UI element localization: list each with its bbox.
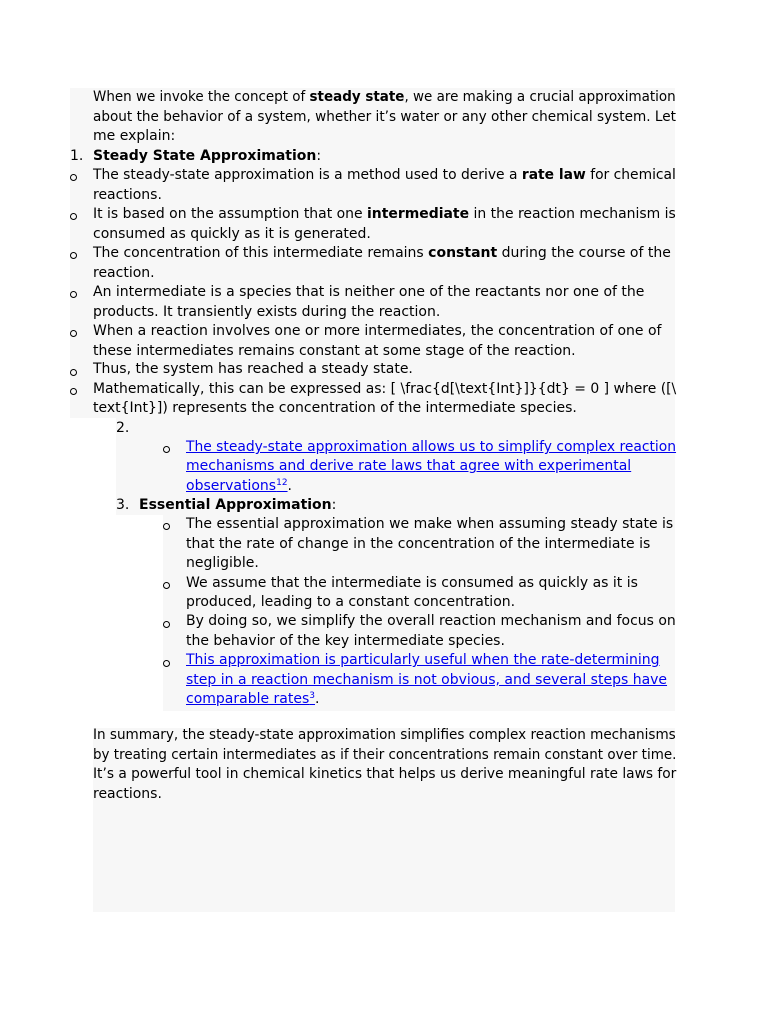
- s1-bullet-7-line-1: Mathematically, this can be expressed as: [ \frac{d[\text{Int}]}{dt} = 0 ] where ([\: [93, 380, 677, 397]
- steady-state-approximation-link[interactable]: mechanisms and derive rate laws that agree with experimental: [186, 458, 632, 474]
- bullet-text: The concentration of this intermediate remains: [93, 245, 429, 261]
- s3-bullet-2-line-1: We assume that the intermediate is consumed as quickly as it is: [186, 574, 638, 591]
- s1-bullet-6-line-1: Thus, the system has reached a steady state.: [93, 361, 413, 377]
- bullet-text: It is based on the assumption that one: [93, 206, 368, 222]
- s1-bullet-4-line-2: products. It transiently exists during the reaction.: [93, 303, 441, 320]
- s2-link-line-3: [186, 477, 292, 497]
- s1-bullet-3-line-1: [93, 244, 671, 264]
- summary-line-4: reactions.: [93, 785, 162, 802]
- list-number-2: 2.: [116, 419, 130, 436]
- s1-bullet-7-line-2: text{Int}]) represents the concentration of the intermediate species.: [93, 400, 577, 416]
- essential-approximation-link[interactable]: This approximation is particularly useful when the rate-determining: [186, 652, 660, 668]
- bullet-icon: [70, 291, 77, 298]
- period: .: [315, 691, 320, 707]
- bullet-text: in the reaction mechanism is: [469, 206, 676, 222]
- s1-bullet-5-line-2: these intermediates remains constant at some stage of the reaction.: [93, 342, 576, 359]
- bullet-icon: [70, 174, 77, 181]
- bullet-text: during the course of the: [497, 245, 671, 261]
- bullet-icon: [163, 446, 170, 453]
- steady-state-approximation-link[interactable]: The steady-state approximation allows us to simplify complex reaction: [186, 439, 677, 455]
- list-number-1: 1.: [70, 147, 84, 164]
- s1-bullet-1-line-1: [93, 166, 676, 186]
- s3-link-line-3: [186, 690, 319, 710]
- summary-line-3: It’s a powerful tool in chemical kinetics that helps us derive meaningful rate laws for: [93, 766, 677, 782]
- intro-line-3: me explain:: [93, 128, 176, 144]
- s1-bullet-2-line-2: consumed as quickly as it is generated.: [93, 225, 371, 242]
- section3-title: Essential Approximation: [139, 497, 332, 513]
- s1-bullet-2-line-1: [93, 205, 676, 225]
- summary-line-2: by treating certain intermediates as if their concentrations remain constant over time.: [93, 746, 677, 763]
- bullet-bold-rate-law: rate law: [521, 167, 586, 183]
- bullet-icon: [163, 621, 170, 628]
- bullet-icon: [70, 369, 77, 376]
- s3-bullet-1-line-1: The essential approximation we make when assuming steady state is: [186, 516, 674, 532]
- bullet-icon: [163, 582, 170, 589]
- s1-bullet-3-line-2: reaction.: [93, 264, 155, 281]
- s3-bullet-3-line-2: the behavior of the key intermediate species.: [186, 632, 505, 649]
- essential-approximation-link[interactable]: step in a reaction mechanism is not obvious, and several steps have: [186, 671, 668, 688]
- s3-bullet-2-line-2: produced, leading to a constant concentration.: [186, 594, 516, 610]
- s2-link-line-1: [186, 438, 676, 458]
- bullet-text: for chemical: [585, 167, 676, 183]
- s3-link-line-2: [186, 671, 667, 691]
- bullet-text: The steady-state approximation is a method used to derive a: [93, 167, 522, 183]
- section1-title: Steady State Approximation: [93, 147, 317, 164]
- list-number-3: 3.: [116, 497, 130, 513]
- bullet-icon: [70, 330, 77, 337]
- essential-approximation-link[interactable]: [186, 691, 315, 707]
- s3-bullet-1-line-2: that the rate of change in the concentration of the intermediate is: [186, 535, 651, 552]
- s1-bullet-4-line-1: An intermediate is a species that is neither one of the reactants nor one of the: [93, 284, 645, 300]
- section1-heading: [93, 147, 321, 167]
- section3-colon: :: [331, 497, 337, 513]
- citation-superscript: 12: [276, 477, 288, 488]
- section3-heading: [139, 496, 336, 516]
- bullet-icon: [70, 388, 77, 395]
- bullet-bold-intermediate: intermediate: [367, 206, 470, 222]
- s1-bullet-5-line-1: When a reaction involves one or more intermediates, the concentration of one of: [93, 323, 662, 339]
- bullet-icon: [163, 660, 170, 667]
- s3-bullet-1-line-3: negligible.: [186, 555, 259, 571]
- intro-line-2: about the behavior of a system, whether it’s water or any other chemical system. Let: [93, 108, 676, 125]
- summary-line-1: In summary, the steady-state approximation simplifies complex reaction mechanisms: [93, 727, 676, 743]
- link-text: comparable rates: [186, 691, 310, 707]
- section1-colon: :: [316, 147, 322, 164]
- bullet-icon: [70, 252, 77, 259]
- intro-bold-steady-state: steady state: [309, 89, 405, 105]
- bullet-icon: [163, 523, 170, 530]
- intro-text: When we invoke the concept of: [93, 89, 310, 105]
- steady-state-approximation-link[interactable]: [186, 478, 288, 494]
- s2-link-line-2: [186, 457, 631, 477]
- s1-bullet-1-line-2: reactions.: [93, 186, 162, 203]
- link-text: observations: [186, 477, 277, 494]
- intro-text: , we are making a crucial approximation: [404, 89, 676, 105]
- period: .: [287, 477, 292, 494]
- bullet-bold-constant: constant: [428, 245, 498, 261]
- citation-superscript: 3: [309, 691, 316, 701]
- intro-line-1: [93, 88, 676, 108]
- s3-link-line-1: [186, 651, 660, 671]
- bullet-icon: [70, 213, 77, 220]
- s3-bullet-3-line-1: By doing so, we simplify the overall reaction mechanism and focus on: [186, 613, 676, 629]
